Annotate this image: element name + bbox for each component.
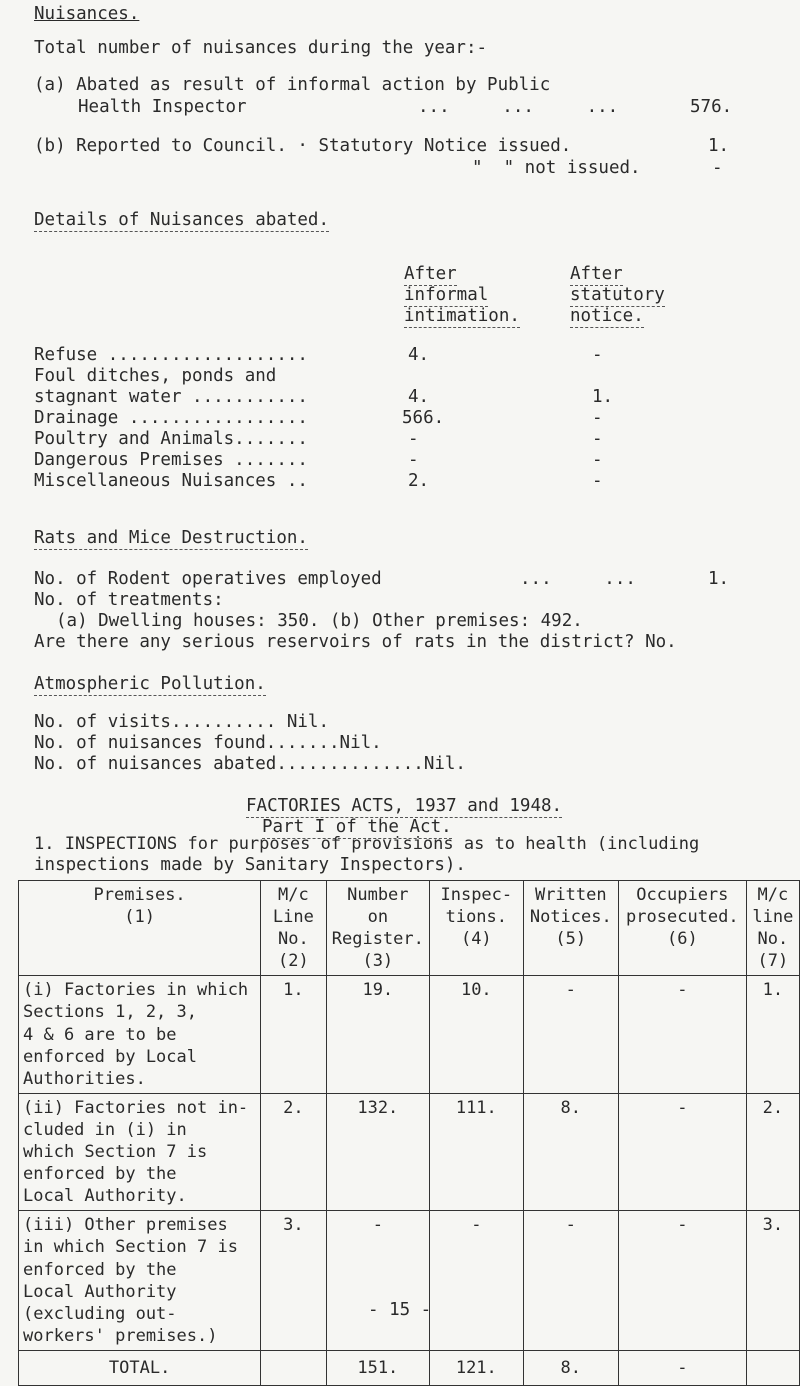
premises-cell: (i) Factories in which Sections 1, 2, 3, 4 & 6 are to be enforced by Local Authorities. (19, 976, 261, 1093)
total-label: TOTAL. (19, 1350, 261, 1385)
premises-cell: (iii) Other premises in which Section 7 is enforced by the Local Authority (excluding out- workers' premises.) (19, 1211, 261, 1351)
line-b2-text: " " not issued. (472, 158, 641, 178)
details-row-v2: - (592, 471, 603, 491)
line-a-value: 576. (690, 97, 733, 117)
total-register: 151. (326, 1350, 430, 1385)
line-no-cell: 1. (746, 976, 799, 1093)
total-prosecuted: - (619, 1350, 747, 1385)
column-header: Occupiers prosecuted. (6) (619, 881, 747, 976)
notices-cell: - (523, 976, 618, 1093)
table-header-row (19, 881, 800, 976)
details-row-v1: 566. (402, 408, 445, 428)
inspections-cell: - (430, 1211, 523, 1351)
line-no-cell: 2. (746, 1093, 799, 1210)
atmos-heading: Atmospheric Pollution. (34, 674, 266, 694)
register-cell: 132. (326, 1093, 430, 1210)
line-a-cont: Health Inspector (78, 97, 247, 117)
table-row (19, 1093, 800, 1210)
details-row-v2: - (592, 429, 603, 449)
details-row-v1: 2. (408, 471, 430, 491)
table-row (19, 976, 800, 1093)
rats-dots: ... ... (520, 569, 636, 589)
details-row-v2: - (592, 408, 603, 428)
notices-cell: 8. (523, 1093, 618, 1210)
inspections-cell: 10. (430, 976, 523, 1093)
intro-text: Total number of nuisances during the year:- (34, 38, 488, 58)
atmos-line: No. of nuisances abated..............Nil. (34, 754, 466, 774)
atmos-line: No. of visits.......... Nil. (34, 712, 330, 732)
page-number: - 15 - (368, 1300, 432, 1320)
details-row-v2: 1. (592, 387, 614, 407)
details-heading: Details of Nuisances abated. (34, 210, 330, 230)
rats-heading: Rats and Mice Destruction. (34, 528, 308, 548)
column-header: Premises. (1) (19, 881, 261, 976)
register-cell: - (326, 1211, 430, 1351)
rats-treatments-text: No. of treatments: (34, 590, 224, 610)
column-header: M/c Line No. (2) (261, 881, 326, 976)
table-row (19, 1211, 800, 1351)
line-no-cell: 3. (746, 1211, 799, 1351)
column-header: Written Notices. (5) (523, 881, 618, 976)
details-row-label: Poultry and Animals....... (34, 429, 308, 449)
total-inspections: 121. (430, 1350, 523, 1385)
rats-operatives-value: 1. (708, 569, 730, 589)
details-row-label: stagnant water ........... (34, 387, 308, 407)
line-no-cell: 3. (261, 1211, 326, 1351)
total-row (19, 1350, 800, 1385)
inspections-cell: 111. (430, 1093, 523, 1210)
premises-cell: (ii) Factories not in- cluded in (i) in which Section 7 is enforced by the Local Authority. (19, 1093, 261, 1210)
column-header: Number on Register. (3) (326, 881, 430, 976)
inspections-intro: 1. INSPECTIONS for purposes of provisions as to health (including (34, 834, 700, 854)
details-row-v1: 4. (408, 345, 430, 365)
page-heading: Nuisances. (34, 4, 140, 24)
details-row-v1: - (408, 450, 419, 470)
factories-subheading: Part I of the Act. (262, 817, 452, 837)
rats-reservoirs-text: Are there any serious reservoirs of rats in the district? No. (34, 632, 677, 652)
prosecuted-cell: - (619, 976, 747, 1093)
line-a-text: (a) Abated as result of informal action by Public (34, 75, 551, 95)
rats-treatments-detail: (a) Dwelling houses: 350. (b) Other premises: 492. (56, 611, 583, 631)
rats-operatives-text: No. of Rodent operatives employed (34, 569, 382, 589)
register-cell: 19. (326, 976, 430, 1093)
details-row-label: Miscellaneous Nuisances .. (34, 471, 308, 491)
prosecuted-cell: - (619, 1211, 747, 1351)
factories-heading: FACTORIES ACTS, 1937 and 1948. (246, 796, 563, 816)
details-row-v2: - (592, 345, 603, 365)
inspections-intro-cont: inspections made by Sanitary Inspectors). (34, 855, 466, 875)
details-row-v1: - (408, 429, 419, 449)
line-no-cell: 1. (261, 976, 326, 1093)
prosecuted-cell: - (619, 1093, 747, 1210)
line-b-value: 1. (708, 136, 730, 156)
column-header: M/c line No. (7) (746, 881, 799, 976)
details-row-label: Refuse ................... (34, 345, 308, 365)
atmos-line: No. of nuisances found.......Nil. (34, 733, 382, 753)
line-b2-value: - (712, 158, 723, 178)
line-no-cell: 2. (261, 1093, 326, 1210)
details-row-label: Dangerous Premises ....... (34, 450, 308, 470)
details-row-label: Drainage ................. (34, 408, 308, 428)
details-row-v1: 4. (408, 387, 430, 407)
total-notices: 8. (523, 1350, 618, 1385)
column-header: Inspec- tions. (4) (430, 881, 523, 976)
details-row-label: Foul ditches, ponds and (34, 366, 277, 386)
details-row-v2: - (592, 450, 603, 470)
line-a-dots: ... ... ... (418, 97, 619, 117)
line-b-text: (b) Reported to Council. · Statutory Notice issued. (34, 136, 572, 156)
notices-cell: - (523, 1211, 618, 1351)
